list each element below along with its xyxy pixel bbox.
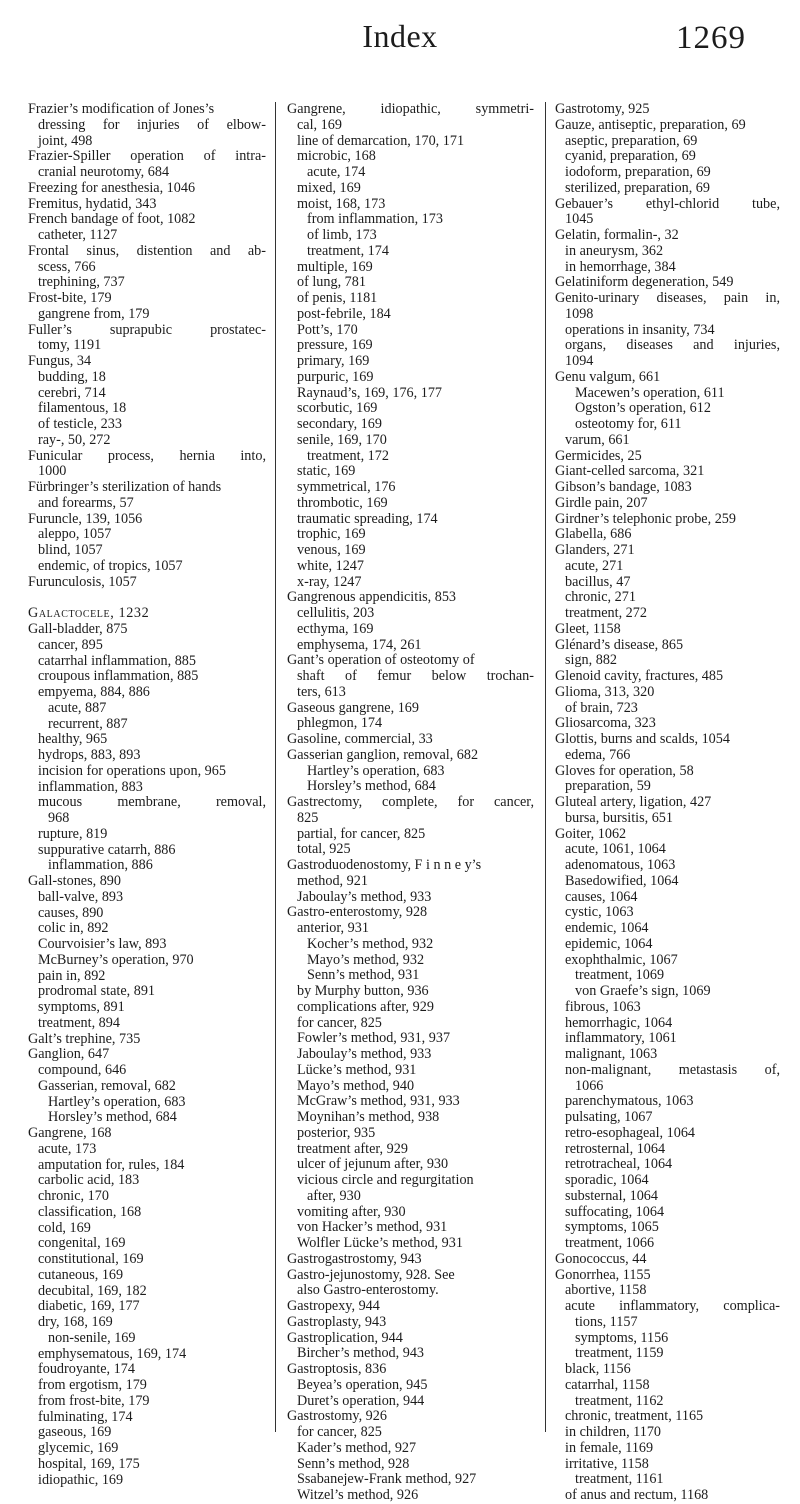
index-subentry: 1000 <box>38 463 67 480</box>
index-subentry: iodoform, preparation, 69 <box>565 164 711 180</box>
index-entry: Galt’s trephine, 735 <box>28 1030 141 1047</box>
index-subentry: cystic, 1063 <box>565 904 634 921</box>
index-entry: Fürbringer’s sterilization of hands <box>28 479 222 495</box>
index-subentry: Ssabanejew-Frank method, 927 <box>297 1471 477 1488</box>
index-subentry: phlegmon, 174 <box>297 715 383 732</box>
index-subentry: dry, 168, 169 <box>38 1314 113 1330</box>
index-entry: Gangrene, 168 <box>28 1125 112 1141</box>
index-subentry: ters, 613 <box>297 683 346 700</box>
index-entry: Gelatin, formalin-, 32 <box>555 227 679 243</box>
index-subentry: colic in, 892 <box>38 920 109 937</box>
index-subentry: venous, 169 <box>297 542 366 558</box>
index-subentry: Pott’s, 170 <box>297 321 358 338</box>
index-entry: Furunculosis, 1057 <box>28 573 137 590</box>
index-subentry: Horsley’s method, 684 <box>48 1109 177 1126</box>
index-subentry: sporadic, 1064 <box>565 1172 649 1188</box>
index-subentry: and forearms, 57 <box>38 494 134 511</box>
index-entry: Gauze, antiseptic, preparation, 69 <box>555 116 746 133</box>
index-subentry: hemorrhagic, 1064 <box>565 1014 673 1031</box>
index-subentry: McGraw’s method, 931, 933 <box>297 1093 460 1110</box>
index-subentry: in hemorrhage, 384 <box>565 258 676 275</box>
index-subentry: healthy, 965 <box>38 731 108 748</box>
index-subentry: acute, 887 <box>48 699 107 716</box>
index-subentry: bursa, bursitis, 651 <box>565 809 673 826</box>
index-entry: Glanders, 271 <box>555 542 635 558</box>
index-subentry: endemic, of tropics, 1057 <box>38 557 183 574</box>
index-column-middle <box>287 102 534 1504</box>
index-subentry: of brain, 723 <box>565 699 638 716</box>
index-subentry: idiopathic, 169 <box>38 1471 124 1488</box>
index-subentry: of testicle, 233 <box>38 416 122 432</box>
index-subentry: symptoms, 1156 <box>575 1329 669 1346</box>
index-entry: Gonorrhea, 1155 <box>555 1266 651 1283</box>
index-subentry: from ergotism, 179 <box>38 1377 147 1393</box>
index-entry: Funicular process, hernia into, <box>28 447 266 464</box>
index-entry: Gastrogastrostomy, 943 <box>287 1250 422 1267</box>
index-subentry: black, 1156 <box>565 1361 631 1377</box>
index-subentry: mixed, 169 <box>297 179 361 196</box>
index-entry: Girdle pain, 207 <box>555 494 648 511</box>
index-entry: Gastro-jejunostomy, 928. See <box>287 1266 455 1283</box>
index-entry: Genu valgum, 661 <box>555 368 661 385</box>
index-entry: Gaseous gangrene, 169 <box>287 699 419 716</box>
index-subentry: gaseous, 169 <box>38 1424 112 1441</box>
index-subentry: pulsating, 1067 <box>565 1109 653 1125</box>
index-subentry: x-ray, 1247 <box>297 573 362 590</box>
index-entry: Gibson’s bandage, 1083 <box>555 479 692 495</box>
index-subentry: treatment, 1161 <box>575 1471 664 1488</box>
index-subentry: glycemic, 169 <box>38 1440 119 1456</box>
index-subentry: emphysema, 174, 261 <box>297 636 422 653</box>
index-subentry: purpuric, 169 <box>297 368 374 385</box>
index-subentry: 1045 <box>565 211 594 228</box>
index-subentry: endemic, 1064 <box>565 920 649 936</box>
index-subentry: treatment, 1066 <box>565 1235 655 1251</box>
index-entry: Furuncle, 139, 1056 <box>28 510 143 527</box>
index-subentry: catarrhal inflammation, 885 <box>38 652 196 669</box>
index-subentry: Lücke’s method, 931 <box>297 1061 417 1078</box>
index-subentry: cranial neurotomy, 684 <box>38 164 170 180</box>
index-entry: Gluteal artery, ligation, 427 <box>555 794 712 810</box>
index-subentry: sign, 882 <box>565 652 618 669</box>
index-subentry: catarrhal, 1158 <box>565 1376 650 1393</box>
index-subentry: fibrous, 1063 <box>565 998 641 1015</box>
index-entry: Girdner’s telephonic probe, 259 <box>555 510 736 527</box>
index-entry: Gastropexy, 944 <box>287 1298 380 1314</box>
index-entry: Freezing for anesthesia, 1046 <box>28 179 196 196</box>
index-subentry: non-malignant, metastasis of, <box>565 1061 780 1078</box>
index-subentry: amputation for, rules, 184 <box>38 1156 185 1173</box>
index-subentry: Bircher’s method, 943 <box>297 1345 425 1362</box>
index-entry: Gall-bladder, 875 <box>28 621 128 637</box>
index-subentry: 968 <box>48 810 70 826</box>
index-subentry: 1098 <box>565 305 594 322</box>
index-subentry: after, 930 <box>307 1187 361 1204</box>
index-subentry: trophic, 169 <box>297 526 366 543</box>
index-subentry: treatment, 1162 <box>575 1392 664 1409</box>
index-subentry: partial, for cancer, 825 <box>297 825 426 842</box>
index-subentry: method, 921 <box>297 872 368 889</box>
index-subentry: tions, 1157 <box>575 1313 638 1330</box>
index-subentry: sterilized, preparation, 69 <box>565 179 710 196</box>
index-subentry: Jaboulay’s method, 933 <box>297 1046 432 1062</box>
index-subentry: symmetrical, 176 <box>297 479 396 495</box>
index-subentry: by Murphy button, 936 <box>297 983 429 999</box>
index-entry: Giant-celled sarcoma, 321 <box>555 463 705 480</box>
index-entry: Gonococcus, 44 <box>555 1250 647 1267</box>
index-subentry: senile, 169, 170 <box>297 431 387 448</box>
index-subentry: ecthyma, 169 <box>297 620 374 637</box>
index-subentry: post-febrile, 184 <box>297 305 391 322</box>
index-subentry: acute, 173 <box>38 1140 97 1157</box>
index-entry: Fungus, 34 <box>28 353 92 369</box>
index-subentry: mucous membrane, removal, <box>38 794 266 811</box>
index-entry: Fremitus, hydatid, 343 <box>28 195 157 212</box>
index-subentry: decubital, 169, 182 <box>38 1282 147 1299</box>
index-subentry: Courvoisier’s law, 893 <box>38 936 167 952</box>
index-subentry: of limb, 173 <box>307 227 377 243</box>
index-subentry: filamentous, 18 <box>38 400 127 417</box>
index-entry: Glénard’s disease, 865 <box>555 636 684 653</box>
index-entry: Gastroptosis, 836 <box>287 1361 387 1377</box>
index-subentry: chronic, 271 <box>565 589 636 606</box>
index-entry: Gastrotomy, 925 <box>555 101 650 117</box>
index-subentry: from inflammation, 173 <box>307 211 443 228</box>
index-subentry: of penis, 1181 <box>297 290 378 306</box>
index-entry: Gloves for operation, 58 <box>555 762 694 779</box>
index-subentry: symptoms, 891 <box>38 999 125 1015</box>
index-subentry: treatment, 1069 <box>575 967 665 984</box>
index-subentry: chronic, treatment, 1165 <box>565 1408 704 1425</box>
index-subentry: causes, 890 <box>38 904 104 921</box>
index-subentry: preparation, 59 <box>565 778 651 795</box>
index-subentry: abortive, 1158 <box>565 1282 647 1299</box>
index-subentry: aseptic, preparation, 69 <box>565 132 698 149</box>
index-subentry: Horsley’s method, 684 <box>307 778 436 795</box>
index-subentry: varum, 661 <box>565 431 630 448</box>
index-subentry: white, 1247 <box>297 557 364 574</box>
index-subentry: line of demarcation, 170, 171 <box>297 132 465 149</box>
index-subentry: Hartley’s operation, 683 <box>307 762 445 779</box>
index-subentry: substernal, 1064 <box>565 1187 658 1204</box>
index-subentry: Duret’s operation, 944 <box>297 1392 425 1409</box>
index-subentry: pain in, 892 <box>38 967 106 984</box>
index-subentry: hospital, 169, 175 <box>38 1455 140 1472</box>
index-subentry: microbic, 168 <box>297 148 376 165</box>
index-subentry: symptoms, 1065 <box>565 1219 659 1236</box>
index-subentry: ray-, 50, 272 <box>38 431 111 448</box>
index-subentry: complications after, 929 <box>297 998 434 1015</box>
index-entry: Goiter, 1062 <box>555 825 627 842</box>
index-subentry: inflammation, 886 <box>48 857 153 874</box>
index-subentry: Ogston’s operation, 612 <box>575 400 711 417</box>
index-subentry: of anus and rectum, 1168 <box>565 1487 709 1503</box>
index-subentry: cutaneous, 169 <box>38 1266 124 1283</box>
index-entry: Gangrene, idiopathic, symmetri- <box>287 101 534 117</box>
index-subentry: Basedowified, 1064 <box>565 872 679 889</box>
index-entry: Gant’s operation of osteotomy of <box>287 652 475 669</box>
index-entry: Gasoline, commercial, 33 <box>287 731 433 747</box>
index-entry: Genito-urinary diseases, pain in, <box>555 290 780 306</box>
index-subentry: foudroyante, 174 <box>38 1361 135 1378</box>
index-subentry: Gasserian, removal, 682 <box>38 1077 176 1094</box>
index-subentry: non-senile, 169 <box>48 1329 136 1346</box>
index-subentry: inflammation, 883 <box>38 778 143 795</box>
index-subentry: treatment, 174 <box>307 242 389 259</box>
index-subentry: Mayo’s method, 940 <box>297 1077 415 1094</box>
index-subentry: dressing for injuries of elbow- <box>38 116 266 133</box>
index-subentry: for cancer, 825 <box>297 1424 382 1440</box>
index-subentry: cold, 169 <box>38 1219 91 1236</box>
index-entry: French bandage of foot, 1082 <box>28 211 196 228</box>
index-entry: Glabella, 686 <box>555 526 632 543</box>
page-number: 1269 <box>676 20 746 56</box>
index-entry: Frazier’s modification of Jones’s <box>28 101 215 117</box>
index-subentry: scess, 766 <box>38 258 96 275</box>
index-entry: Gastrostomy, 926 <box>287 1408 387 1425</box>
index-subentry: recurrent, 887 <box>48 715 128 732</box>
index-entry: Glenoid cavity, fractures, 485 <box>555 668 724 684</box>
index-subentry: parenchymatous, 1063 <box>565 1093 694 1110</box>
index-entry: Gangrenous appendicitis, 853 <box>287 589 457 606</box>
index-subentry: primary, 169 <box>297 353 370 369</box>
index-subentry: gangrene from, 179 <box>38 305 150 322</box>
index-subentry: epidemic, 1064 <box>565 935 653 952</box>
index-subentry: acute inflammatory, complica- <box>565 1298 780 1314</box>
index-entry: Gelatiniform degeneration, 549 <box>555 274 734 291</box>
index-subentry: operations in insanity, 734 <box>565 321 715 338</box>
index-entry: Gastrectomy, complete, for cancer, <box>287 794 534 810</box>
index-subentry: Beyea’s operation, 945 <box>297 1376 428 1393</box>
index-subentry: ball-valve, 893 <box>38 888 124 905</box>
index-entry: Gastroplication, 944 <box>287 1329 403 1346</box>
index-subentry: empyema, 884, 886 <box>38 684 150 700</box>
index-subentry: aleppo, 1057 <box>38 526 112 543</box>
index-subentry: in children, 1170 <box>565 1424 662 1440</box>
index-entry: Gastroplasty, 943 <box>287 1313 387 1330</box>
index-subentry: treatment, 172 <box>307 447 389 464</box>
index-column-right <box>555 102 780 1504</box>
index-subentry: von Hacker’s method, 931 <box>297 1219 448 1236</box>
index-entry: Gleet, 1158 <box>555 620 621 637</box>
column-divider <box>545 102 546 1432</box>
index-subentry: malignant, 1063 <box>565 1046 658 1062</box>
index-entry: Fuller’s suprapubic prostatec- <box>28 321 266 338</box>
index-subentry: shaft of femur below trochan- <box>297 668 534 684</box>
index-subentry: prodromal state, 891 <box>38 983 156 1000</box>
index-subentry: retro-esophageal, 1064 <box>565 1124 696 1141</box>
index-subentry: emphysematous, 169, 174 <box>38 1345 187 1362</box>
index-subentry: diabetic, 169, 177 <box>38 1298 140 1315</box>
index-subentry: from frost-bite, 179 <box>38 1392 150 1409</box>
index-subentry: pressure, 169 <box>297 337 373 354</box>
index-subentry: treatment, 894 <box>38 1014 120 1031</box>
index-subentry: 1094 <box>565 353 594 369</box>
index-subentry: Wolfler Lücke’s method, 931 <box>297 1235 463 1251</box>
index-entry: Gall-stones, 890 <box>28 873 121 889</box>
index-subentry: also Gastro-enterostomy. <box>297 1282 439 1299</box>
index-subentry: catheter, 1127 <box>38 227 118 243</box>
index-subentry: traumatic spreading, 174 <box>297 510 438 527</box>
index-entry: Gasserian ganglion, removal, 682 <box>287 746 479 763</box>
index-subentry: Senn’s method, 928 <box>297 1455 410 1472</box>
index-subentry: inflammatory, 1061 <box>565 1030 677 1047</box>
index-subentry: 825 <box>297 809 319 826</box>
index-subentry: ulcer of jejunum after, 930 <box>297 1156 449 1173</box>
index-subentry: carbolic acid, 183 <box>38 1172 140 1189</box>
index-subentry: suffocating, 1064 <box>565 1203 665 1220</box>
index-column-left <box>28 102 266 1488</box>
index-subentry: tomy, 1191 <box>38 337 102 354</box>
index-subentry: secondary, 169 <box>297 416 382 432</box>
index-subentry: static, 169 <box>297 463 356 480</box>
index-subentry: cancer, 895 <box>38 636 103 653</box>
index-subentry: treatment after, 929 <box>297 1140 408 1157</box>
index-subentry: Mayo’s method, 932 <box>307 951 425 968</box>
index-subentry: acute, 174 <box>307 164 366 180</box>
index-subentry: croupous inflammation, 885 <box>38 668 199 685</box>
index-subentry: budding, 18 <box>38 368 106 385</box>
index-subentry: Fowler’s method, 931, 937 <box>297 1030 451 1047</box>
index-subentry: cal, 169 <box>297 116 342 133</box>
index-entry: Frazier-Spiller operation of intra- <box>28 148 266 165</box>
index-subentry: moist, 168, 173 <box>297 195 386 212</box>
index-subentry: adenomatous, 1063 <box>565 857 676 873</box>
index-entry: Ganglion, 647 <box>28 1046 110 1063</box>
index-subentry: treatment, 272 <box>565 605 647 621</box>
index-subentry: acute, 1061, 1064 <box>565 841 666 858</box>
index-subentry: fulminating, 174 <box>38 1408 133 1425</box>
index-subentry: acute, 271 <box>565 557 624 574</box>
index-entry: Gliosarcoma, 323 <box>555 715 656 732</box>
index-subentry: for cancer, 825 <box>297 1014 382 1031</box>
index-subentry: edema, 766 <box>565 746 631 763</box>
column-divider <box>275 102 276 1432</box>
index-subentry: Kocher’s method, 932 <box>307 935 434 952</box>
index-subentry: Witzel’s method, 926 <box>297 1487 419 1503</box>
index-subentry: thrombotic, 169 <box>297 494 388 511</box>
index-entry: Gastroduodenostomy, F i n n e y’s <box>287 857 482 873</box>
index-subentry: cellulitis, 203 <box>297 605 375 621</box>
index-subentry: McBurney’s operation, 970 <box>38 951 194 968</box>
index-entry: Glioma, 313, 320 <box>555 683 655 700</box>
index-subentry: compound, 646 <box>38 1062 127 1078</box>
index-subentry: incision for operations upon, 965 <box>38 762 226 779</box>
index-subentry: 1066 <box>575 1077 604 1094</box>
index-subentry: Moynihan’s method, 938 <box>297 1109 440 1125</box>
index-subentry: von Graefe’s sign, 1069 <box>575 983 711 999</box>
index-subentry: Hartley’s operation, 683 <box>48 1093 186 1110</box>
index-subentry: rupture, 819 <box>38 825 108 842</box>
index-subentry: irritative, 1158 <box>565 1455 649 1472</box>
index-subentry: congenital, 169 <box>38 1235 126 1252</box>
index-subentry: multiple, 169 <box>297 258 373 275</box>
index-subentry: in female, 1169 <box>565 1439 654 1456</box>
index-subentry: Macewen’s operation, 611 <box>575 384 725 401</box>
index-subentry: bacillus, 47 <box>565 573 631 590</box>
index-subentry: chronic, 170 <box>38 1188 109 1204</box>
index-subentry: hydrops, 883, 893 <box>38 747 141 763</box>
index-entry: Frost-bite, 179 <box>28 290 112 306</box>
index-subentry: Raynaud’s, 169, 176, 177 <box>297 384 443 401</box>
index-subentry: vomiting after, 930 <box>297 1203 406 1220</box>
index-subentry: retrosternal, 1064 <box>565 1140 666 1157</box>
index-subentry: posterior, 935 <box>297 1124 376 1141</box>
index-entry: Gebauer’s ethyl-chlorid tube, <box>555 195 780 212</box>
index-subentry: cerebri, 714 <box>38 384 106 401</box>
index-subentry: blind, 1057 <box>38 542 103 558</box>
index-subentry: suppurative catarrh, 886 <box>38 841 176 858</box>
index-subentry: Kader’s method, 927 <box>297 1439 417 1456</box>
index-entry: Frontal sinus, distention and ab- <box>28 242 266 259</box>
index-subentry: trephining, 737 <box>38 274 125 291</box>
index-subentry: anterior, 931 <box>297 920 369 936</box>
index-subentry: Senn’s method, 931 <box>307 967 420 984</box>
index-subentry: organs, diseases and injuries, <box>565 337 780 354</box>
index-subentry: classification, 168 <box>38 1203 142 1220</box>
running-head <box>0 0 800 90</box>
index-subentry: in aneurysm, 362 <box>565 242 664 259</box>
index-subentry: cyanid, preparation, 69 <box>565 148 696 165</box>
index-subentry: exophthalmic, 1067 <box>565 951 678 968</box>
index-entry: Germicides, 25 <box>555 447 642 464</box>
index-subentry: total, 925 <box>297 841 351 858</box>
index-subentry: of lung, 781 <box>297 274 366 291</box>
index-entry: Glottis, burns and scalds, 1054 <box>555 731 730 747</box>
index-subentry: Jaboulay’s method, 933 <box>297 888 432 905</box>
page-title: Index <box>362 18 438 54</box>
index-subentry: retrotracheal, 1064 <box>565 1156 673 1173</box>
section-gap <box>28 590 266 606</box>
index-entry: Galactocele, 1232 <box>28 605 150 622</box>
index-subentry: vicious circle and regurgitation <box>297 1172 474 1188</box>
index-subentry: treatment, 1159 <box>575 1345 664 1362</box>
index-entry: Gastro-enterostomy, 928 <box>287 904 428 921</box>
index-subentry: osteotomy for, 611 <box>575 416 682 432</box>
index-subentry: joint, 498 <box>38 132 93 149</box>
index-subentry: constitutional, 169 <box>38 1251 144 1267</box>
index-subentry: scorbutic, 169 <box>297 400 378 417</box>
index-subentry: causes, 1064 <box>565 888 638 905</box>
